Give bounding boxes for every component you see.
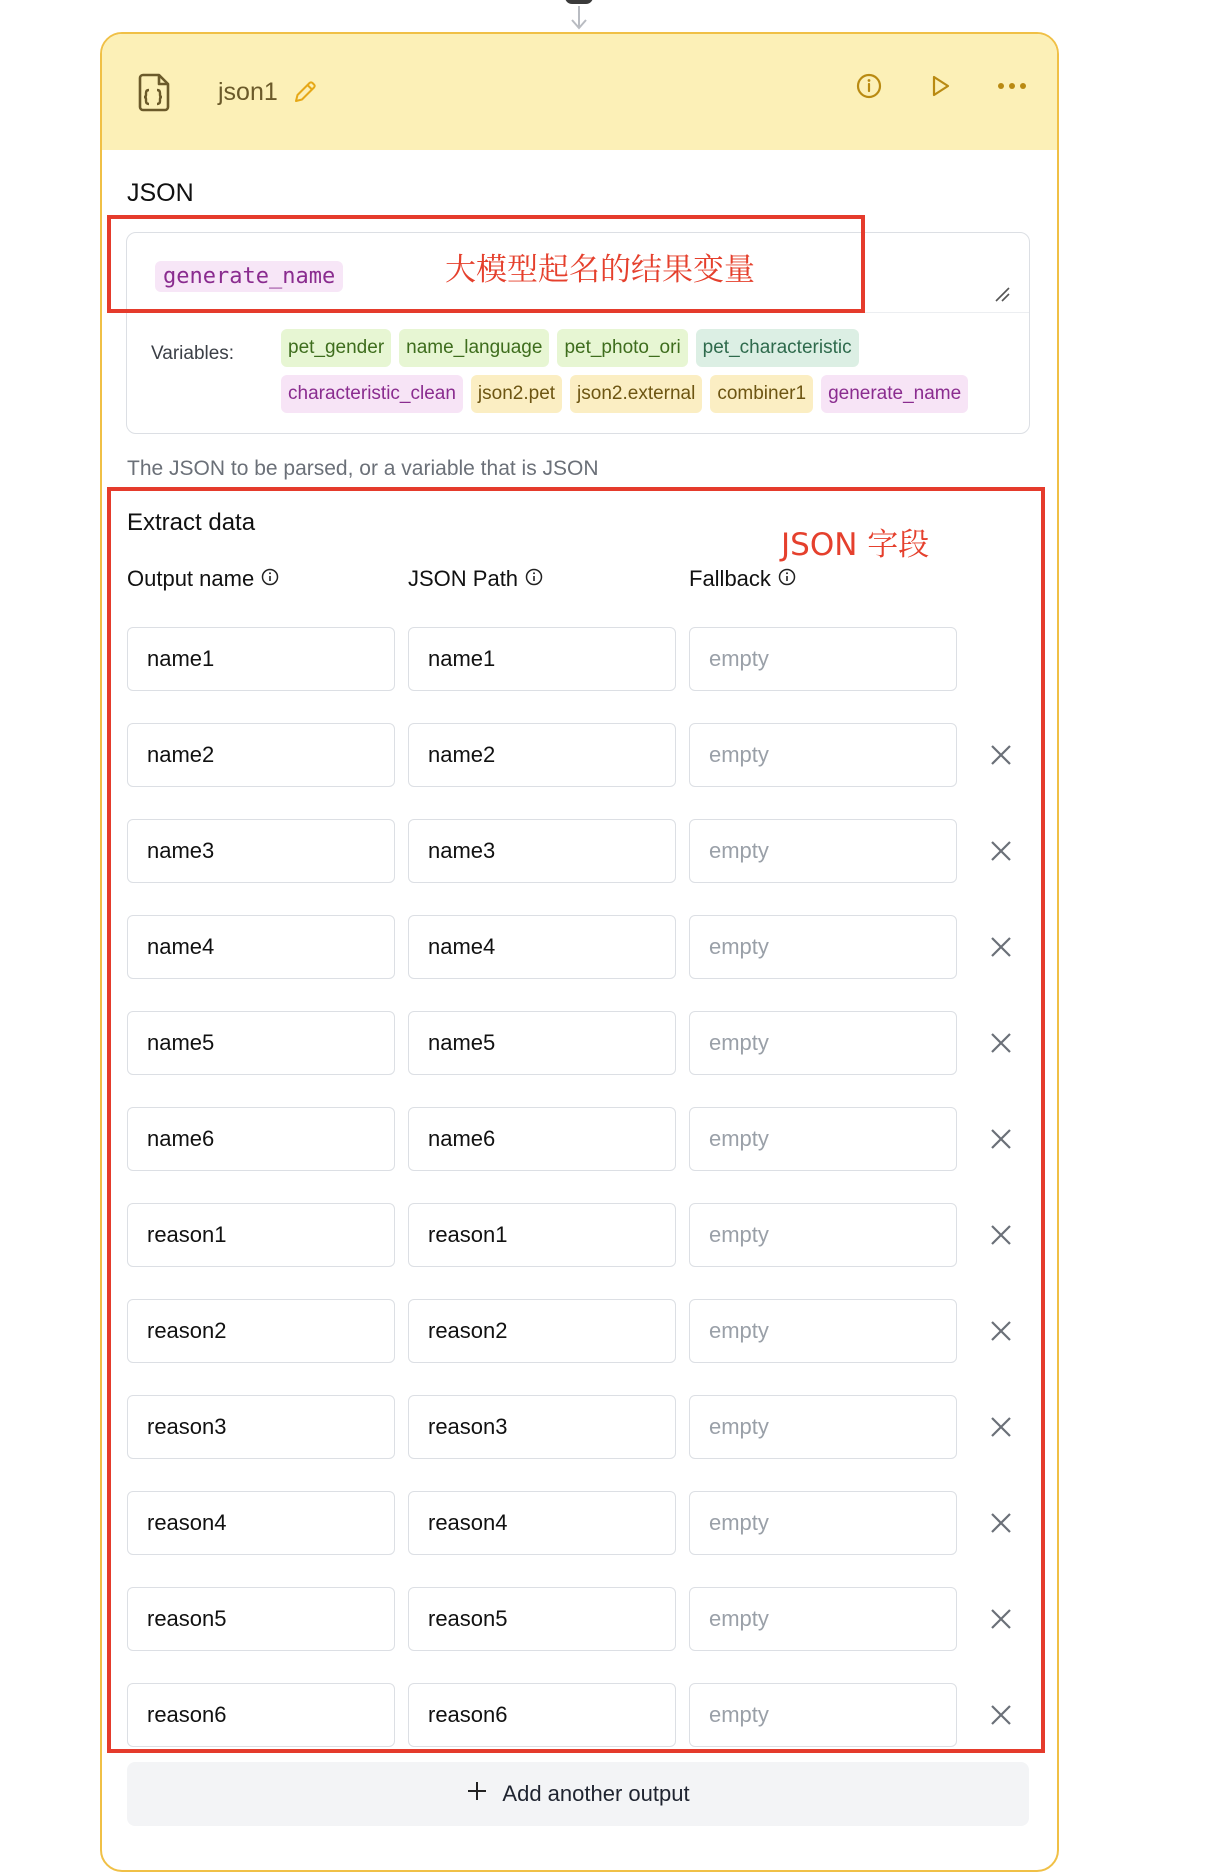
annotation-box-extract: [107, 487, 1045, 1753]
plus-icon: [466, 1780, 488, 1808]
json-path-input[interactable]: name2: [408, 723, 676, 787]
info-icon[interactable]: [855, 72, 883, 100]
json-path-input[interactable]: name4: [408, 915, 676, 979]
output-name-input[interactable]: reason4: [127, 1491, 395, 1555]
output-name-input[interactable]: reason5: [127, 1587, 395, 1651]
output-name-input[interactable]: reason6: [127, 1683, 395, 1747]
fallback-input[interactable]: empty: [689, 1299, 957, 1363]
json-path-input[interactable]: name3: [408, 819, 676, 883]
json-path-input[interactable]: reason4: [408, 1491, 676, 1555]
variable-chip[interactable]: pet_gender: [281, 329, 391, 367]
fallback-input[interactable]: empty: [689, 627, 957, 691]
column-header-label: JSON Path: [408, 566, 519, 591]
json-path-input[interactable]: reason1: [408, 1203, 676, 1267]
variables-label: Variables:: [151, 343, 235, 364]
pencil-icon[interactable]: [292, 79, 318, 105]
more-icon[interactable]: [997, 81, 1027, 91]
json-path-input[interactable]: reason5: [408, 1587, 676, 1651]
run-icon[interactable]: [927, 73, 953, 99]
add-output-button[interactable]: [127, 1762, 1029, 1826]
fallback-input[interactable]: empty: [689, 1203, 957, 1267]
fallback-input[interactable]: empty: [689, 1107, 957, 1171]
json-file-icon: [134, 72, 174, 112]
extract-section-label: Extract data: [127, 509, 256, 536]
variable-chip[interactable]: json2.pet: [471, 375, 562, 413]
fallback-input[interactable]: empty: [689, 1395, 957, 1459]
output-name-input[interactable]: reason1: [127, 1203, 395, 1267]
variable-chips: [281, 329, 1011, 413]
fallback-input[interactable]: empty: [689, 1491, 957, 1555]
variable-chip[interactable]: pet_characteristic: [696, 329, 859, 367]
variable-chip[interactable]: pet_photo_ori: [557, 329, 687, 367]
variable-chip[interactable]: json2.external: [570, 375, 702, 413]
output-name-input[interactable]: reason2: [127, 1299, 395, 1363]
json-path-input[interactable]: reason6: [408, 1683, 676, 1747]
json-path-input[interactable]: name1: [408, 627, 676, 691]
json-path-input[interactable]: name5: [408, 1011, 676, 1075]
variable-chip[interactable]: characteristic_clean: [281, 375, 463, 413]
fallback-input[interactable]: empty: [689, 1683, 957, 1747]
annotation-json-input: 大模型起名的结果变量: [445, 252, 755, 288]
fallback-input[interactable]: empty: [689, 915, 957, 979]
json-help-text: The JSON to be parsed, or a variable that is JSON: [127, 457, 599, 480]
variable-chip[interactable]: name_language: [399, 329, 549, 367]
output-name-input[interactable]: reason3: [127, 1395, 395, 1459]
column-header-label: Fallback: [689, 566, 771, 591]
fallback-input[interactable]: empty: [689, 723, 957, 787]
fallback-input[interactable]: empty: [689, 1011, 957, 1075]
output-name-input[interactable]: name5: [127, 1011, 395, 1075]
node-header: [102, 34, 1057, 150]
json-section-label: JSON: [127, 179, 194, 207]
json-path-input[interactable]: reason3: [408, 1395, 676, 1459]
json-value-token[interactable]: generate_name: [155, 261, 343, 292]
output-name-input[interactable]: name3: [127, 819, 395, 883]
variable-chip[interactable]: combiner1: [710, 375, 813, 413]
fallback-input[interactable]: empty: [689, 1587, 957, 1651]
annotation-extract: JSON 字段: [781, 527, 930, 563]
json-path-input[interactable]: reason2: [408, 1299, 676, 1363]
output-name-input[interactable]: name2: [127, 723, 395, 787]
output-name-input[interactable]: name6: [127, 1107, 395, 1171]
connector-arrow-icon: [562, 0, 596, 34]
variable-chip[interactable]: generate_name: [821, 375, 968, 413]
column-header-label: Output name: [127, 566, 255, 591]
output-name-input[interactable]: name4: [127, 915, 395, 979]
node-title[interactable]: json1: [218, 77, 278, 106]
fallback-input[interactable]: empty: [689, 819, 957, 883]
json-path-input[interactable]: name6: [408, 1107, 676, 1171]
resize-handle-icon[interactable]: [993, 285, 1011, 303]
output-name-input[interactable]: name1: [127, 627, 395, 691]
add-output-label: Add another output: [502, 1781, 690, 1806]
